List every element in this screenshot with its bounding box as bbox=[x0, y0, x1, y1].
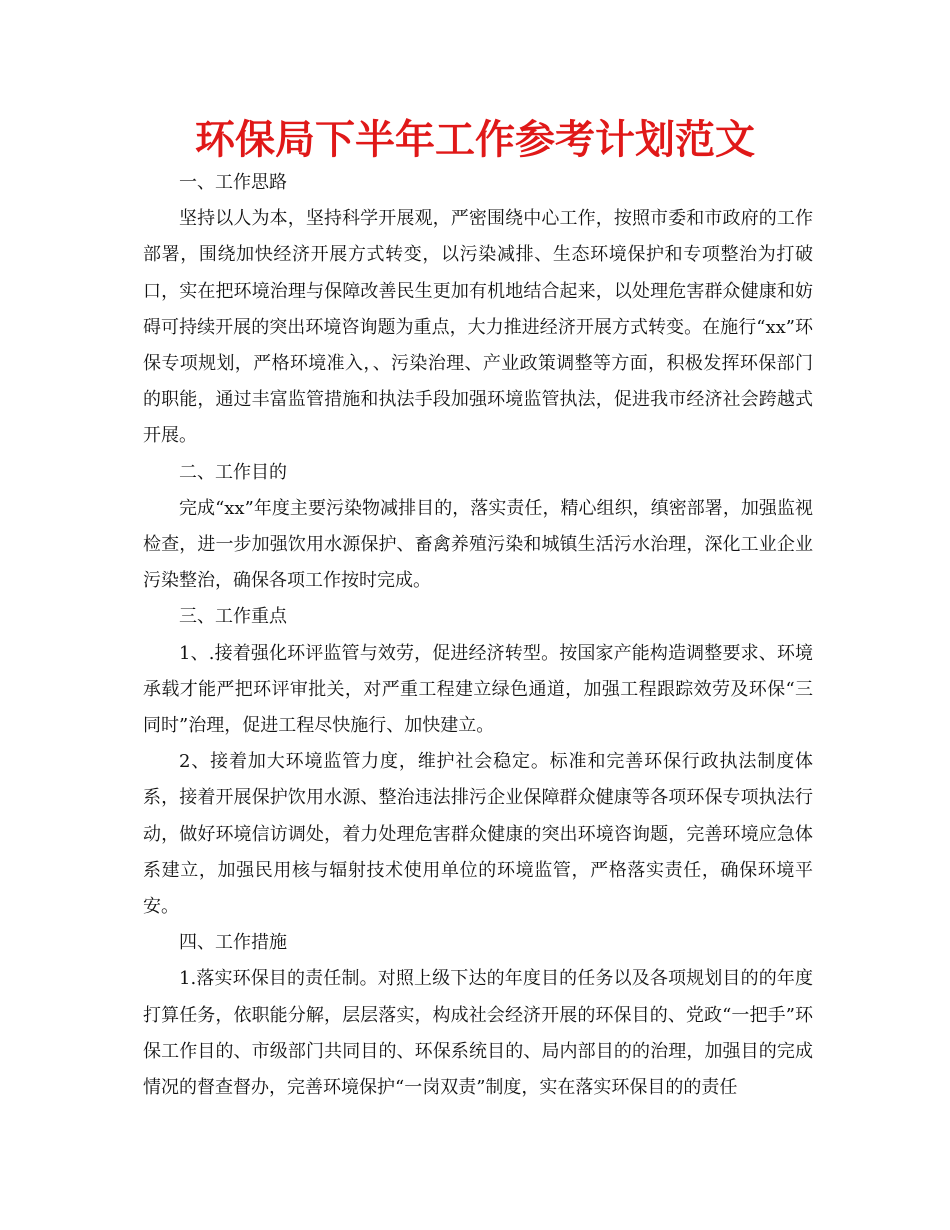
document-body bbox=[143, 165, 813, 1106]
section-heading-ideas: 一、工作思路 bbox=[179, 172, 287, 193]
document-title: 环保局下半年工作参考计划范文 bbox=[195, 117, 755, 163]
paragraph-focus-2: 2、接着加大环境监管力度，维护社会稳定。标准和完善环保行政执法制度体系，接着开展保护饮用水源、整治违法排污企业保障群众健康等各项环保专项执法行动，做好环境信访调处，着力处理危害群众健康的突出环境咨询题，完善环境应急体系建立，加强民用核与辐射技术使用单位的环境监管，严格落实责任，确保环境平安。 bbox=[143, 751, 813, 918]
section-heading-goals: 二、工作目的 bbox=[179, 461, 287, 483]
paragraph-measures-1: 1.落实环保目的责任制。对照上级下达的年度目的任务以及各项规划目的的年度打算任务，依职能分解，层层落实，构成社会经济开展的环保目的、党政“一把手”环保工作目的、市级部门共同目的、环保系统目的、局内部目的的治理，加强目的完成情况的督查督办，完善环境保护“一岗双责”制度，实在落实环保目的的责任 bbox=[143, 968, 813, 1099]
paragraph-goals: 完成“xx”年度主要污染物减排目的，落实责任，精心组织，缜密部署，加强监视检查，进一步加强饮用水源保护、畜禽养殖污染和城镇生活污水治理，深化工业企业污染整治，确保各项工作按时完成。 bbox=[143, 497, 813, 592]
paragraph-focus-1: 1、.接着强化环评监管与效劳，促进经济转型。按国家产能构造调整要求、环境承载才能严把环评审批关，对严重工程建立绿色通道，加强工程跟踪效劳及环保“三同时”治理，促进工程尽快施行、加快建立。 bbox=[143, 642, 813, 737]
section-heading-measures: 四、工作措施 bbox=[179, 932, 287, 954]
paragraph-ideas: 坚持以人为本，坚持科学开展观，严密围绕中心工作，按照市委和市政府的工作部署，围绕加快经济开展方式转变，以污染减排、生态环境保护和专项整治为打破口，实在把环境治理与保障改善民生更加有机地结合起来，以处理危害群众健康和妨碍可持续开展的突出环境咨询题为重点，大力推进经济开展方式转变。在施行“xx”环保专项规划，严格环境准入，、污染治理、产业政策调整等方面，积极发挥环保部门的职能，通过丰富监管措施和执法手段加强环境监管执法，促进我市经济社会跨越式开展。 bbox=[143, 208, 813, 447]
section-heading-focus: 三、工作重点 bbox=[179, 606, 287, 628]
